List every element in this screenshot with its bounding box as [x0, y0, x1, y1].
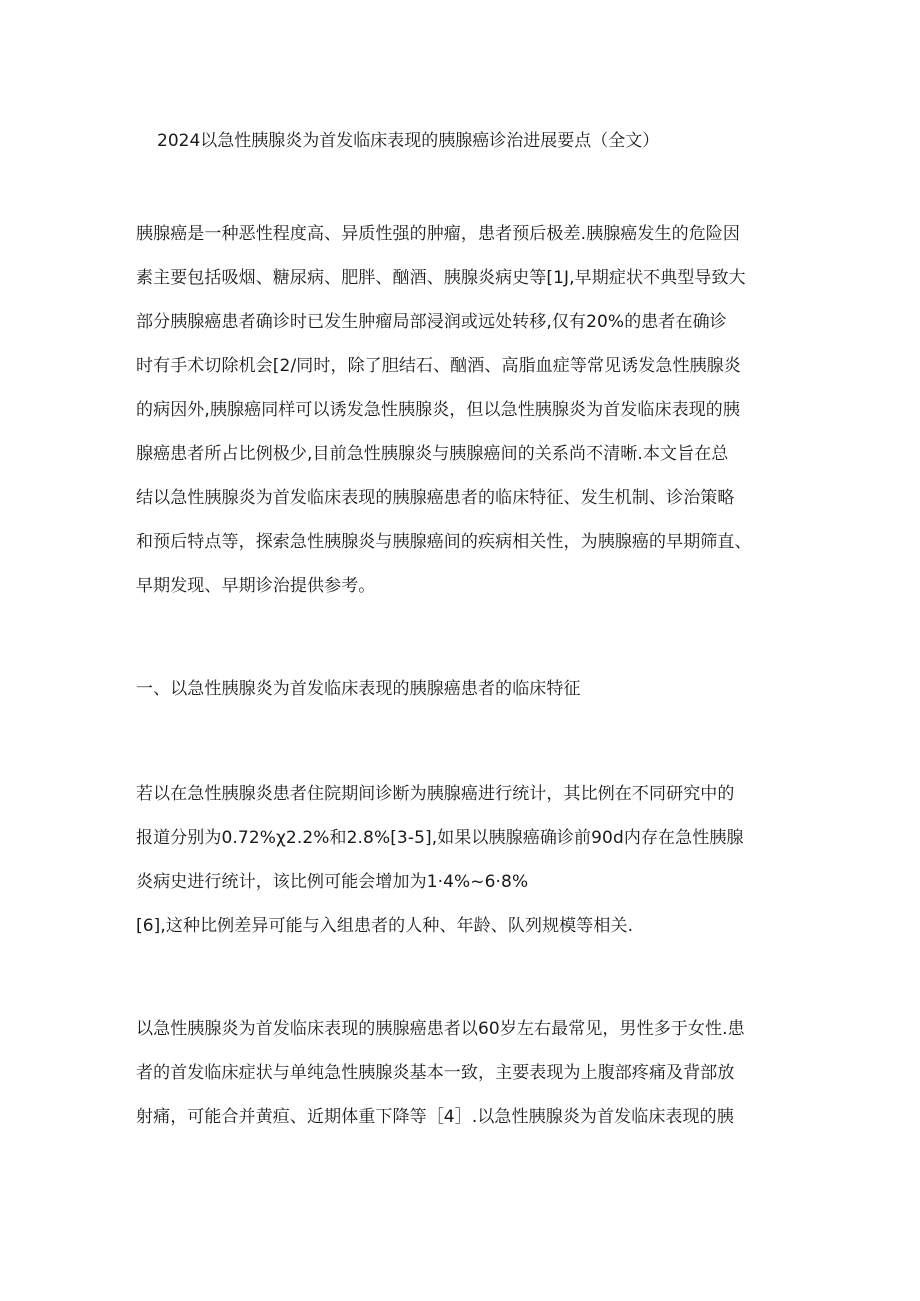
section-heading: 一、以急性胰腺炎为首发临床表现的胰腺癌患者的临床特征: [136, 679, 581, 699]
paragraph-line: 早期发现、早期诊治提供参考。: [136, 576, 376, 596]
paragraph-line: 腺癌患者所占比例极少,目前急性胰腺炎与胰腺癌间的关系尚不清晰.本文旨在总: [136, 444, 729, 464]
paragraph-line: 射痛，可能合并黄疸、近期体重下降等［4］.以急性胰腺炎为首发临床表现的胰: [136, 1107, 734, 1127]
paragraph-line: 结以急性胰腺炎为首发临床表现的胰腺癌患者的临床特征、发生机制、诊治策略: [136, 488, 735, 508]
paragraph-line: 时有手术切除机会[2/同时，除了胆结石、酗酒、高脂血症等常见诱发急性胰腺炎: [136, 356, 741, 376]
paragraph-line: 报道分别为0.72%χ2.2%和2.8%[3-5],如果以胰腺癌确诊前90d内存在急性胰腺: [136, 828, 744, 848]
paragraph-line: 者的首发临床症状与单纯急性胰腺炎基本一致，主要表现为上腹部疼痛及背部放: [136, 1063, 735, 1083]
paragraph-line: 和预后特点等，探索急性胰腺炎与胰腺癌间的疾病相关性，为胰腺癌的早期筛直、: [136, 532, 752, 552]
paragraph-line: 若以在急性胰腺炎患者住院期间诊断为胰腺癌进行统计，其比例在不同研究中的: [136, 784, 735, 804]
paragraph-line: 部分胰腺癌患者确诊时已发生肿瘤局部浸润或远处转移,仅有20%的患者在确诊: [136, 312, 727, 332]
paragraph-line: 素主要包括吸烟、糖尿病、肥胖、酗酒、胰腺炎病史等[1J,早期症状不典型导致大: [136, 268, 746, 288]
paragraph-line: 炎病史进行统计，该比例可能会增加为1·4%~6·8%: [136, 872, 529, 892]
paragraph-line: 以急性胰腺炎为首发临床表现的胰腺癌患者以60岁左右最常见，男性多于女性.患: [136, 1019, 745, 1039]
paragraph-line: 的病因外,胰腺癌同样可以诱发急性胰腺炎，但以急性胰腺炎为首发临床表现的胰: [136, 400, 741, 420]
paragraph-line: 胰腺癌是一种恶性程度高、异质性强的肿瘤，患者预后极差.胰腺癌发生的危险因: [136, 224, 741, 244]
paragraph-line: [6],这种比例差异可能与入组患者的人种、年龄、队列规模等相关.: [136, 916, 634, 936]
document-title: 2024以急性胰腺炎为首发临床表现的胰腺癌诊治进展要点（全文）: [157, 131, 660, 151]
